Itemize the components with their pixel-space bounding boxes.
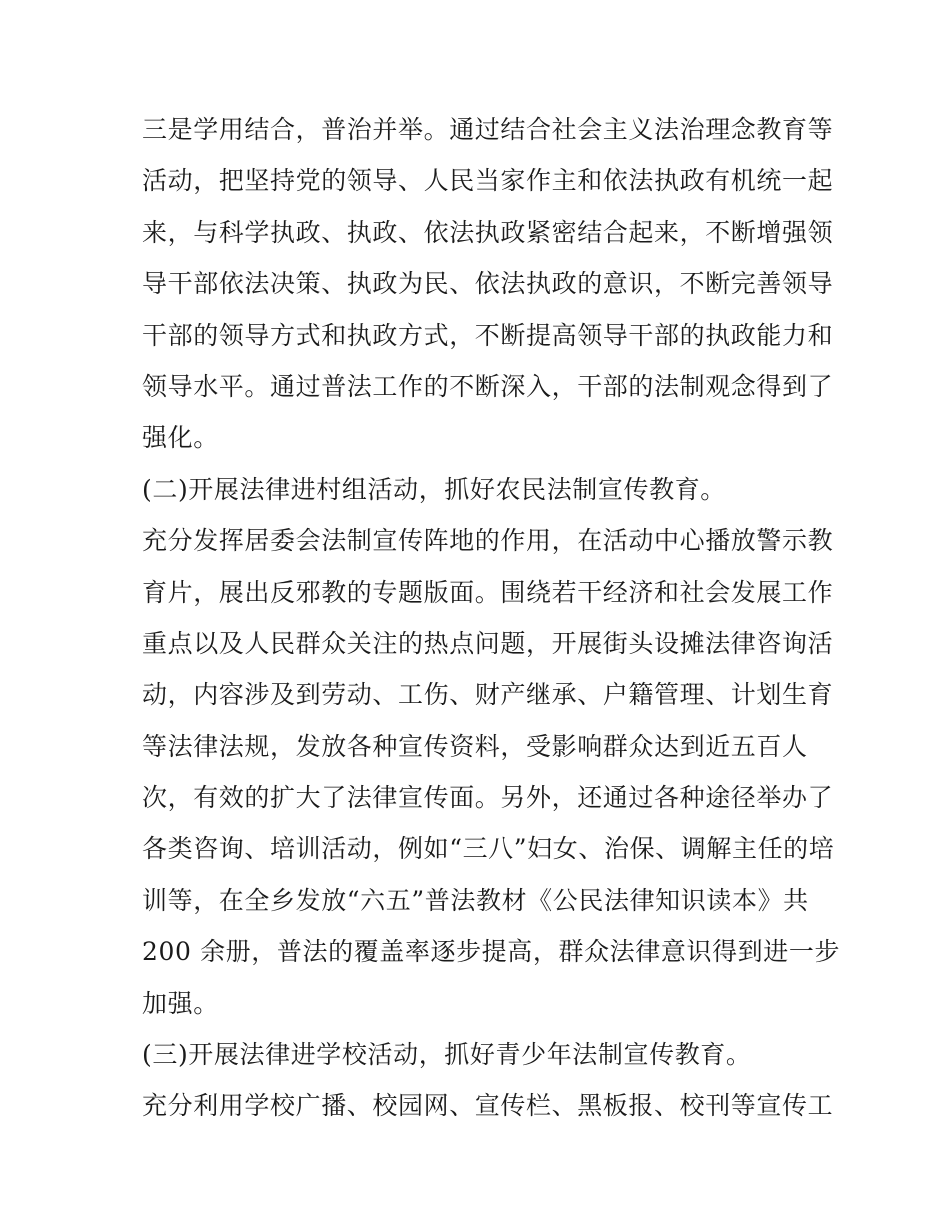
section-heading: (二)开展法律进村组活动，抓好农民法制宣传教育。	[142, 474, 726, 504]
text-line: 育片，展出反邪教的专题版面。围绕若干经济和社会发展工作	[142, 577, 834, 607]
text-line: 次，有效的扩大了法律宣传面。另外，还通过各种途径举办了	[142, 783, 834, 813]
text-line: 干部的领导方式和执政方式，不断提高领导干部的执政能力和	[142, 320, 834, 350]
text-line: 训等，在全乡发放“六五”普法教材《公民法律知识读本》共	[142, 885, 809, 915]
text-line: 强化。	[142, 423, 219, 453]
text-line: 领导水平。通过普法工作的不断深入，干部的法制观念得到了	[142, 371, 834, 401]
document-body	[142, 104, 841, 1132]
section-heading: (三)开展法律进学校活动，抓好青少年法制宣传教育。	[142, 1040, 752, 1070]
text-line: 导干部依法决策、执政为民、依法执政的意识，不断完善领导	[142, 269, 834, 299]
text-line: 充分利用学校广播、校园网、宣传栏、黑板报、校刊等宣传工	[142, 1091, 834, 1121]
text-line: 活动，把坚持党的领导、人民当家作主和依法执政有机统一起	[142, 166, 834, 196]
text-line: 200 余册，普法的覆盖率逐步提高，群众法律意识得到进一步	[142, 937, 841, 967]
text-line: 来，与科学执政、执政、依法执政紧密结合起来，不断增强领	[142, 217, 834, 247]
text-line: 充分发挥居委会法制宣传阵地的作用，在活动中心播放警示教	[142, 526, 834, 556]
text-line: 加强。	[142, 988, 219, 1018]
text-line: 重点以及人民群众关注的热点问题，开展街头设摊法律咨询活	[142, 628, 834, 658]
text-line: 三是学用结合，普治并举。通过结合社会主义法治理念教育等	[142, 115, 834, 144]
text-line: 等法律法规，发放各种宣传资料，受影响群众达到近五百人	[142, 731, 808, 761]
text-line: 动，内容涉及到劳动、工伤、财产继承、户籍管理、计划生育	[142, 680, 834, 710]
text-line: 各类咨询、培训活动，例如“三八”妇女、治保、调解主任的培	[142, 834, 835, 864]
